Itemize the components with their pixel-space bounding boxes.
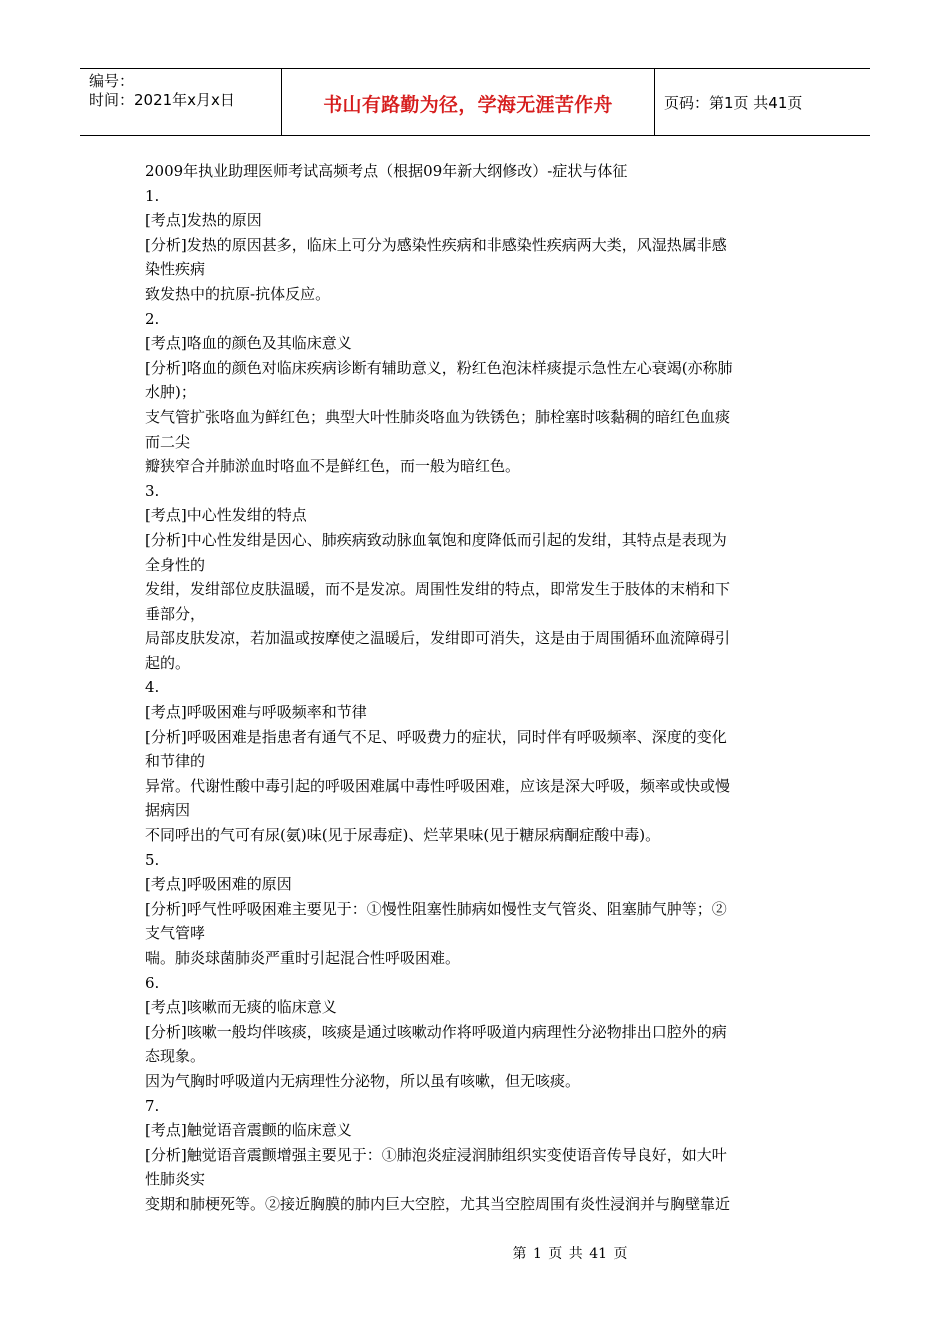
body-line: [考点]呼吸困难的原因 bbox=[145, 875, 292, 894]
body-line: [分析]咳嗽一般均伴咳痰，咳痰是通过咳嗽动作将呼吸道内病理性分泌物排出口腔外的病 bbox=[145, 1022, 727, 1041]
body-line: 局部皮肤发凉，若加温或按摩使之温暖后，发绀即可消失，这是由于周围循环血流障碍引 bbox=[145, 629, 731, 648]
body-line: [考点]咯血的颜色及其临床意义 bbox=[145, 334, 352, 353]
body-line: 全身性的 bbox=[145, 555, 206, 574]
header-meta bbox=[80, 69, 282, 135]
body-line: [分析]触觉语音震颤增强主要见于：①肺泡炎症浸润肺组织实变使语音传导良好，如大叶 bbox=[145, 1145, 727, 1164]
body-line: 不同呼出的气可有尿(氨)味(见于尿毒症)、烂苹果味(见于糖尿病酮症酸中毒)。 bbox=[145, 826, 661, 845]
body-line: 2. bbox=[145, 309, 160, 328]
page-footer: 第 1 页 共 41 页 bbox=[512, 1246, 628, 1262]
body-line: 异常。代谢性酸中毒引起的呼吸困难属中毒性呼吸困难，应该是深大呼吸，频率或快或慢 bbox=[145, 776, 731, 795]
body-line: 3. bbox=[145, 481, 160, 500]
body-line: 喘。肺炎球菌肺炎严重时引起混合性呼吸困难。 bbox=[145, 949, 461, 967]
body-line: 支气管哮 bbox=[145, 924, 206, 943]
body-line: 染性疾病 bbox=[145, 260, 206, 279]
document-body bbox=[145, 159, 809, 1217]
body-line: [考点]触觉语音震颤的临床意义 bbox=[145, 1121, 352, 1140]
body-line: 1. bbox=[145, 186, 160, 205]
body-line: [考点]咳嗽而无痰的临床意义 bbox=[145, 998, 337, 1017]
body-line: [考点]中心性发绀的特点 bbox=[145, 506, 307, 525]
body-line: 垂部分， bbox=[145, 604, 206, 623]
body-line: 4. bbox=[145, 678, 160, 697]
body-line: 因为气胸时呼吸道内无病理性分泌物，所以虽有咳嗽，但无咳痰。 bbox=[145, 1071, 581, 1090]
body-line: 性肺炎实 bbox=[145, 1170, 206, 1189]
body-line: [分析]呼气性呼吸困难主要见于：①慢性阻塞性肺病如慢性支气管炎、阻塞肺气肿等；② bbox=[145, 899, 727, 918]
body-line: 据病因 bbox=[145, 801, 191, 820]
body-line: 水肿)； bbox=[145, 383, 196, 402]
body-line: 支气管扩张咯血为鲜红色；典型大叶性肺炎咯血为铁锈色；肺栓塞时咳黏稠的暗红色血痰 bbox=[145, 407, 731, 426]
body-line: 致发热中的抗原-抗体反应。 bbox=[145, 284, 331, 303]
body-line: 7. bbox=[145, 1096, 160, 1115]
body-line: 和节律的 bbox=[145, 752, 206, 771]
body-line: 2009年执业助理医师考试高频考点（根据09年新大纲修改）-症状与体征 bbox=[145, 162, 628, 180]
body-line: [分析]中心性发绀是因心、肺疾病致动脉血氧饱和度降低而引起的发绀，其特点是表现为 bbox=[145, 530, 727, 549]
body-line: 起的。 bbox=[145, 653, 191, 672]
header-motto: 书山有路勤为径，学海无涯苦作舟 bbox=[282, 69, 655, 135]
body-line: 瓣狭窄合并肺淤血时咯血不是鲜红色，而一般为暗红色。 bbox=[145, 457, 521, 476]
body-line: [考点]发热的原因 bbox=[145, 211, 262, 230]
body-line: [考点]呼吸困难与呼吸频率和节律 bbox=[145, 703, 367, 722]
body-line: [分析]咯血的颜色对临床疾病诊断有辅助意义，粉红色泡沫样痰提示急性左心衰竭(亦称肺 bbox=[145, 358, 733, 377]
header-number-label: 编号： bbox=[89, 72, 135, 90]
body-line: [分析]呼吸困难是指患者有通气不足、呼吸费力的症状，同时伴有呼吸频率、深度的变化 bbox=[145, 727, 727, 746]
body-line: 而二尖 bbox=[145, 432, 191, 451]
header-time-label: 时间：2021年x月x日 bbox=[89, 91, 235, 109]
body-line: 6. bbox=[145, 973, 160, 992]
document-header bbox=[80, 68, 870, 136]
body-line: [分析]发热的原因甚多，临床上可分为感染性疾病和非感染性疾病两大类，风湿热属非感 bbox=[145, 235, 727, 254]
body-line: 变期和肺梗死等。②接近胸膜的肺内巨大空腔，尤其当空腔周围有炎性浸润并与胸壁靠近 bbox=[145, 1194, 731, 1213]
body-line: 态现象。 bbox=[145, 1047, 206, 1066]
header-page-label: 页码：第1页 共41页 bbox=[664, 93, 803, 112]
body-line: 发绀，发绀部位皮肤温暖，而不是发凉。周围性发绀的特点，即常发生于肢体的末梢和下 bbox=[145, 580, 731, 599]
body-line: 5. bbox=[145, 850, 160, 869]
